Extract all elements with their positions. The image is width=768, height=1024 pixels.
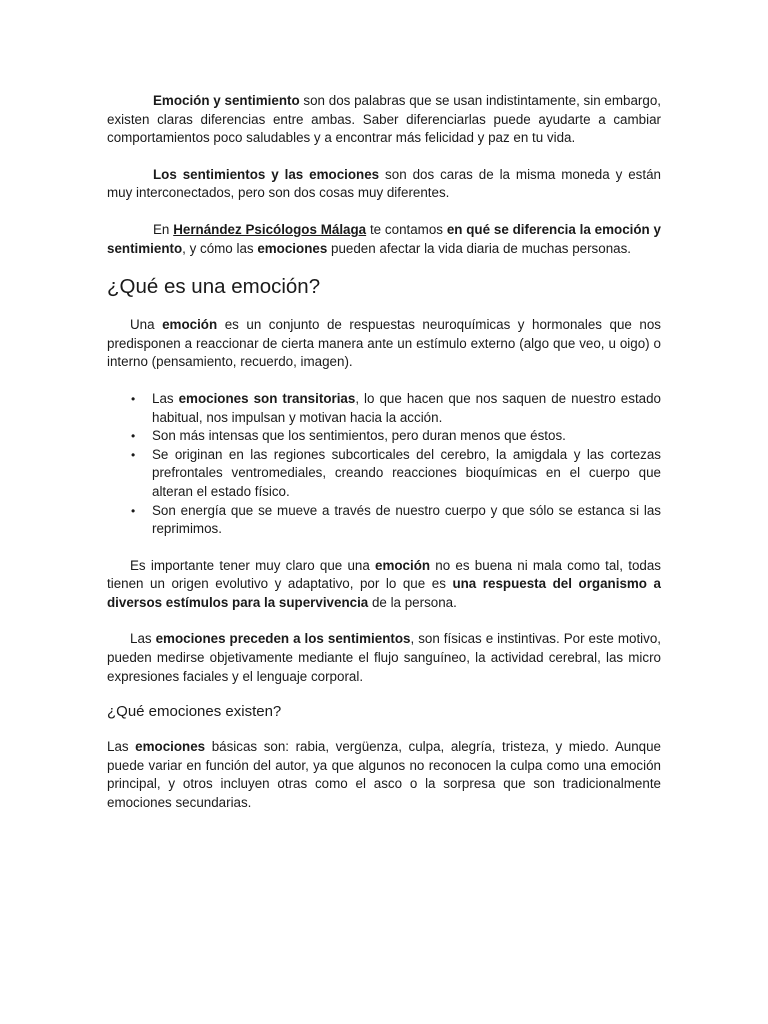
body-text: pueden afectar la vida diaria de muchas personas. bbox=[327, 240, 632, 256]
bold-text: en qué se diferencia la emoción y sentimiento bbox=[107, 221, 661, 256]
body-text: Las bbox=[107, 739, 136, 755]
bold-text: emoción bbox=[162, 317, 218, 333]
bold-text: una respuesta del organismo a diversos estímulos para la supervivencia bbox=[107, 576, 661, 610]
intro-paragraph-2 bbox=[107, 166, 661, 203]
list-item bbox=[107, 502, 661, 539]
body-text: Las bbox=[130, 631, 156, 647]
bullet-icon: • bbox=[131, 447, 136, 462]
body-text: Son más intensas que los sentimientos, pero duran menos que éstos. bbox=[152, 428, 566, 444]
body-text: Es importante tener muy claro que una bbox=[130, 557, 376, 573]
bold-text: Los sentimientos y las emociones bbox=[153, 166, 380, 182]
section-heading-que-emociones-existen: ¿Qué emociones existen? bbox=[107, 703, 282, 721]
emotion-bullet-list bbox=[107, 390, 661, 539]
bold-text: emoción bbox=[375, 557, 431, 573]
section1-paragraph-3 bbox=[107, 630, 661, 686]
body-text: Una bbox=[130, 317, 163, 333]
bold-text: emociones son transitorias bbox=[178, 390, 356, 406]
list-item bbox=[107, 390, 661, 427]
bullet-icon: • bbox=[131, 503, 136, 518]
body-text: es un conjunto de respuestas neuroquímicas y hormonales que nos predisponen a reaccionar de cierta manera ante un estímulo externo (algo que veo, u oigo) o interno (pensamiento, recuerdo, imagen). bbox=[107, 317, 661, 370]
bold-text: emociones preceden a los sentimientos bbox=[155, 631, 411, 647]
body-text: , y cómo las bbox=[182, 240, 258, 256]
section2-paragraph-1 bbox=[107, 738, 661, 812]
body-text: En bbox=[153, 221, 174, 237]
section-heading-que-es-emocion: ¿Qué es una emoción? bbox=[107, 275, 321, 299]
intro-paragraph-3 bbox=[107, 221, 661, 258]
list-item bbox=[107, 427, 661, 446]
body-text: , lo que hacen que nos saquen de nuestro estado habitual, nos impulsan y motivan hacia la acción. bbox=[152, 390, 662, 425]
list-item bbox=[107, 446, 661, 502]
body-text: Son energía que se mueve a través de nuestro cuerpo y que sólo se estanca si las reprimimos. bbox=[152, 502, 661, 537]
section1-paragraph-1 bbox=[107, 316, 661, 372]
bullet-icon: • bbox=[131, 429, 136, 444]
body-text: son dos caras de la misma moneda y están muy interconectados, pero son dos cosas muy diferentes. bbox=[107, 166, 661, 201]
bold-text: emociones bbox=[135, 739, 206, 755]
bullet-icon: • bbox=[131, 391, 136, 406]
bold-text: Emoción y sentimiento bbox=[153, 93, 300, 108]
intro-paragraph-1 bbox=[107, 92, 661, 148]
bold-text: emociones bbox=[257, 240, 328, 256]
body-text: Las bbox=[152, 390, 179, 406]
body-text: te contamos bbox=[366, 221, 447, 237]
body-text: no es buena ni mala como tal, todas tienen un origen evolutivo y adaptativo, por lo que es bbox=[107, 557, 661, 592]
body-text: básicas son: rabia, vergüenza, culpa, alegría, tristeza, y miedo. Aunque puede variar en función del autor, ya que algunos no reconocen la culpa como una emoción principal, y otros incluyen otras como el asco o la sorpresa que son tradicionalmente emociones secundarias. bbox=[107, 739, 661, 811]
hernandez-link[interactable]: Hernández Psicólogos Málaga bbox=[173, 221, 367, 237]
body-text: Se originan en las regiones subcorticales del cerebro, la amigdala y las cortezas prefrontales ventromediales, creando reacciones bioquímicas en el cuerpo que alteran el estado físico. bbox=[152, 446, 661, 499]
body-text: , son físicas e instintivas. Por este motivo, pueden medirse objetivamente mediante el flujo sanguíneo, la actividad cerebral, las micro expresiones faciales y el lenguaje corporal. bbox=[107, 631, 662, 684]
section1-paragraph-2 bbox=[107, 557, 661, 613]
body-text: de la persona. bbox=[368, 594, 457, 610]
body-text: son dos palabras que se usan indistintamente, sin embargo, existen claras diferencias entre ambas. Saber diferenciarlas puede ayudarte a cambiar comportamientos poco saludables y a encontrar más felicidad y paz en tu vida. bbox=[107, 93, 662, 146]
